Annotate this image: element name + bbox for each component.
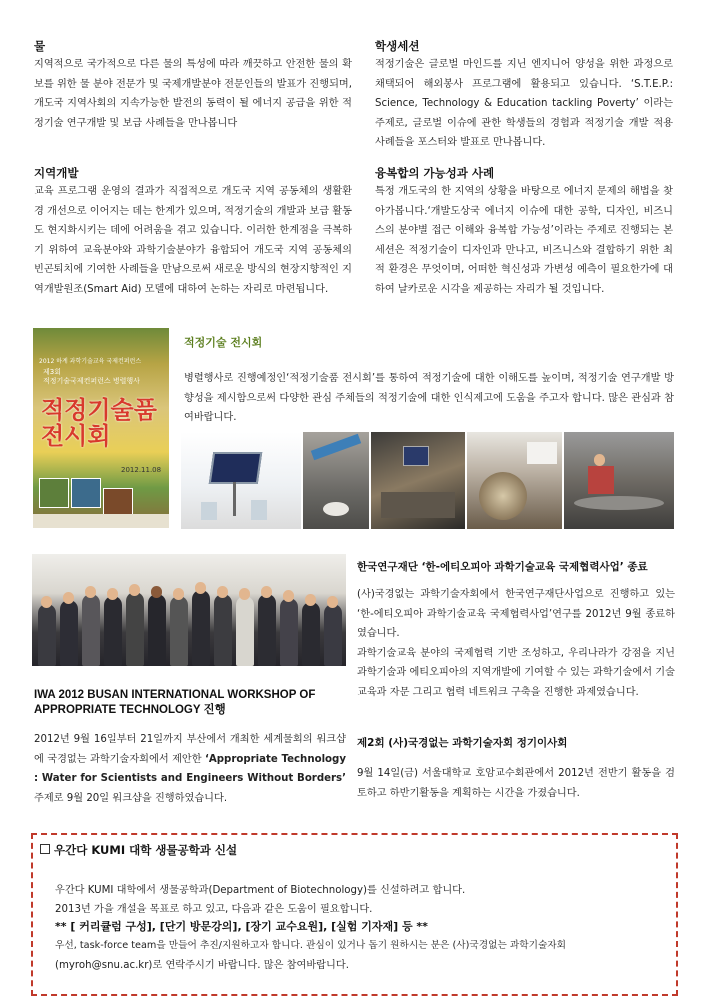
- section-student: [375, 38, 673, 153]
- photo-solar-panel: [181, 432, 301, 529]
- korea-research-body-wrap: [357, 585, 675, 703]
- iwa-title: IWA 2012 BUSAN INTERNATIONAL WORKSHOP OF APPROPRIATE TECHNOLOGY 진행: [34, 689, 316, 716]
- korea-research-body-1: (사)국경없는 과학기술자회에서 한국연구재단사업으로 진행하고 있는 ‘한-에티오피아 과학기술교육 국제협력사업’연구를 2012년 9월 종료하였습니다.: [357, 589, 675, 640]
- announcement-box: [31, 833, 678, 996]
- person: [126, 592, 144, 666]
- announcement-title: 우간다 KUMI 대학 생물공학과 신설: [40, 842, 237, 858]
- iwa-body-wrap: [34, 730, 346, 808]
- exhibition-body: 병렬행사로 진행예정인‘적정기술품 전시회’를 통하여 적정기술에 대한 이해도를 높이며, 적정기술 연구개발 방향성을 제시함으로써 다양한 관심 주체들의 적정기술에 대한 인식제고에 도움을 주고자 합니다. 많은 관심과 참여바랍니다.: [184, 373, 674, 424]
- device-panel-shape: [403, 446, 429, 466]
- photo-workshop-group: [32, 554, 346, 666]
- tank-shape: [201, 502, 217, 520]
- person: [148, 594, 166, 666]
- person-head: [63, 592, 74, 604]
- poster-title: 적정기술품 전시회: [41, 397, 157, 450]
- photo-water-filter: [303, 432, 369, 529]
- person-body: [588, 466, 614, 494]
- filter-straw-shape: [311, 434, 361, 460]
- board-title: 제2회 (사)국경없는 과학기술자회 정기이사회: [357, 737, 568, 749]
- section-body: 적정기술은 글로벌 마인드를 지닌 엔지니어 양성을 위한 과정으로 채택되어 해외봉사 프로그램에 활용되고 있습니다. ‘S.T.E.P.: Science, Technology & Education tackling Poverty’ 이라는 주제로, 글로벌 이슈에 관한 학생들의 경험과 적정기술 개발 적용 사례들을 포스터와 발표로 만나봅니다.: [375, 59, 673, 149]
- person-head: [151, 586, 162, 598]
- person-head: [239, 588, 250, 600]
- person: [60, 600, 78, 666]
- person-head: [129, 584, 140, 596]
- person-head: [195, 582, 206, 594]
- person: [38, 604, 56, 666]
- section-title: 물: [34, 39, 46, 53]
- person-head: [305, 594, 316, 606]
- person: [192, 590, 210, 666]
- bowl-shape: [323, 502, 349, 516]
- poster-tile: [39, 478, 69, 508]
- poster-footer-bar: [33, 514, 169, 528]
- section-convergence: [375, 165, 673, 300]
- poster-tile: [71, 478, 101, 508]
- person-head: [217, 586, 228, 598]
- section-body: 지역적으로 국가적으로 다른 물의 특성에 따라 깨끗하고 안전한 물의 확보를 위한 물 분야 전문가 및 국제개발분야 전문인들의 발표가 진행되며, 개도국 지역사회의 지속가능한 발전의 동력이 될 에너지 공급을 위한 적정기술 연구개발 및 보급 사례들을 만나봅니다: [34, 59, 352, 129]
- announcement-needs: ** [ 커리큘럼 구성], [단기 방문강의], [장기 교수요원], [실험 기자재] 등 **: [55, 920, 428, 933]
- person: [280, 598, 298, 666]
- checkbox-icon: [40, 844, 50, 854]
- person: [170, 596, 188, 666]
- person-head: [283, 590, 294, 602]
- person-head: [594, 454, 605, 466]
- dish-shape: [479, 472, 527, 520]
- poster-date: 2012.11.08: [121, 466, 162, 474]
- board-body: 9월 14일(금) 서울대학교 호암교수회관에서 2012년 전반기 활동을 검토하고 하반기활동을 계획하는 시간을 가졌습니다.: [357, 768, 675, 799]
- person-head: [85, 586, 96, 598]
- section-water: [34, 38, 352, 133]
- person-head: [327, 596, 338, 608]
- photo-exhibitor: [564, 432, 674, 529]
- person-head: [261, 586, 272, 598]
- section-title: 지역개발: [34, 166, 79, 180]
- person-head: [107, 588, 118, 600]
- announcement-line-1: 우간다 KUMI 대학에서 생물공학과(Department of Biotechnology)를 신설하려고 합니다.: [55, 885, 466, 896]
- section-title: 융복합의 가능성과 사례: [375, 166, 495, 180]
- poster-top-text: 2012 하계 과학기술교육 국제컨퍼런스: [39, 358, 142, 365]
- iwa-theme: ‘Appropriate Technology : Water for Scientists and Engineers Without Borders’: [34, 753, 346, 785]
- korea-research-title: 한국연구재단 ‘한-에티오피아 과학기술교육 국제협력사업’ 종료: [357, 561, 648, 573]
- person: [104, 596, 122, 666]
- solar-panel-shape: [209, 452, 262, 484]
- photo-solar-device: [371, 432, 465, 529]
- section-regional: [34, 165, 352, 300]
- person-head: [41, 596, 52, 608]
- person: [258, 594, 276, 666]
- exhibition-body-wrap: [184, 369, 674, 428]
- announcement-line-5: (myroh@snu.ac.kr)로 연락주시기 바랍니다. 많은 참여바랍니다.: [55, 960, 349, 971]
- exhibition-poster: [33, 328, 169, 528]
- korea-research-body-2: 과학기술교육 분야의 국제협력 기반 조성하고, 우리나라가 강점을 지닌 과학기술과 에티오피아의 지역개발에 기여할 수 있는 과학기술에서 기술교육과 자문 그리고 협력 네트워크 구축을 진행한 과제였습니다.: [357, 647, 675, 698]
- section-body: 특정 개도국의 한 지역의 상황을 바탕으로 에너지 문제의 해법을 찾아가봅니다.‘개발도상국 에너지 이슈에 대한 공학, 디자인, 비즈니스의 분야별 접근 이해와 융복합 가능성’이라는 주제로 진행되는 본 세션은 적정기술이 디자인과 만나고, 비즈니스와 결합하기 위한 최적 환경은 무엇이며, 어떠한 혁신성과 가변성 예측이 필요한가에 대하여 날카로운 시각을 제공하는 자리가 될 것입니다.: [375, 186, 673, 295]
- table-shape: [381, 492, 455, 518]
- section-body: 교육 프로그램 운영의 결과가 직접적으로 개도국 지역 공동체의 생활환경 개선으로 이어지는 데는 한계가 있으며, 적정기술의 개발과 보급 활동도 현지화시키는 데에 어려움을 겪고 있습니다. 이러한 한계점을 극복하기 위하여 교육분야와 과학기술분야가 융합되어 개도국 지역 공동체의 빈곤퇴치에 기여한 사례들을 만남으로써 새로운 방식의 현장지향적인 지역개발원조(Smart Aid) 모델에 대하여 논하는 자리로 마련됩니다.: [34, 186, 352, 295]
- section-title: 학생세션: [375, 39, 420, 53]
- person: [324, 604, 342, 666]
- pole-shape: [233, 482, 236, 516]
- announcement-line-4: 우선, task-force team을 만들어 추진/지원하고자 합니다. 관심이 있거나 돕기 원하시는 분은 (사)국경없는 과학기술자회: [55, 940, 567, 951]
- iwa-body: 2012년 9월 16일부터 21일까지 부산에서 개최한 세계물회의 워크샵에 국경없는 과학기술자회에서 제안한 ‘Appropriate Technology : Water for Scientists and Engineers Without Borders’ 주제로 9월 20일 워크샵을 진행하였습니다.: [34, 734, 346, 804]
- person-head: [173, 588, 184, 600]
- person: [82, 594, 100, 666]
- tent-shape: [527, 442, 557, 464]
- announcement-line-2: 2013년 가을 개설을 목표로 하고 있고, 다음과 같은 도움이 필요합니다.: [55, 904, 373, 915]
- board-body-wrap: [357, 764, 675, 803]
- exhibition-title: 적정기술 전시회: [184, 336, 263, 349]
- person: [214, 594, 232, 666]
- person: [236, 596, 254, 666]
- poster-subtitle: 제3회 적정기술국제컨퍼런스 병렬행사: [43, 368, 140, 385]
- person: [302, 602, 320, 666]
- device-shape: [574, 496, 664, 510]
- tank-shape: [251, 500, 267, 520]
- photo-solar-cooker: [467, 432, 562, 529]
